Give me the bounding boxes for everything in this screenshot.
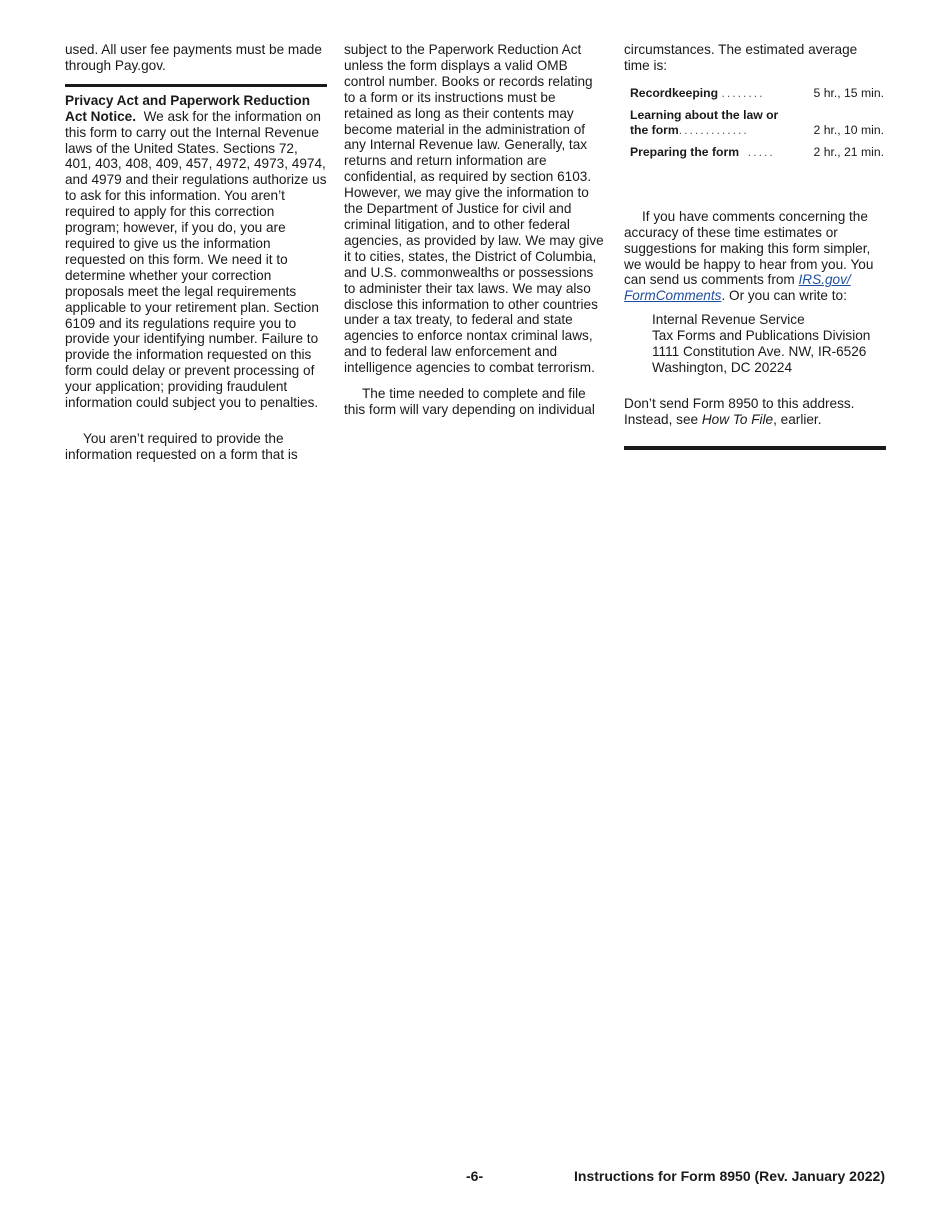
time-value: 2 hr., 21 min. (813, 144, 884, 159)
dont-send-text: Don’t send Form 8950 to this address. Instead, see (624, 395, 855, 427)
time-value: 2 hr., 10 min. (813, 122, 884, 137)
mailing-address (652, 312, 886, 376)
form-comments-link[interactable]: IRS.gov/ FormComments (624, 272, 851, 304)
dont-send-paragraph (624, 396, 886, 428)
page-number: -6- (466, 1168, 484, 1184)
time-row-preparing (630, 145, 884, 167)
earlier-text: , earlier. (773, 411, 822, 427)
time-needed-paragraph: The time needed to complete and file this form will vary depending on individual (344, 386, 595, 417)
time-intro: circumstances. The estimated average time is: (624, 42, 858, 73)
time-estimates-table (630, 86, 884, 167)
column-left (65, 42, 327, 463)
time-label-line2: the form (630, 122, 679, 137)
paperwork-paragraph: subject to the Paperwork Reduction Act unless the form displays a valid OMB control number. Books or records relating to a form or its instructions must be retained as long as their contents may become material in the administration of any Internal Revenue law. Generally, tax returns and return information are confidential, as required by section 6103. However, we may give the information to the Department of Justice for civil and criminal litigation, and to other federal agencies, as provided by law. We may give it to cities, states, the District of Columbia, and U.S. commonwealths or possessions to administer their tax laws. We may also disclose this information to other countries under a tax treaty, to federal and state agencies to enforce nontax criminal laws, and to federal law enforcement and intelligence agencies to combat terrorism. (344, 42, 604, 376)
comments-text: If you have comments concerning the accuracy of these time estimates or suggestions for making this form simpler, we would be happy to hear from you. You can send us comments from (624, 208, 874, 288)
time-label-line1: Learning about the law or (630, 107, 779, 122)
time-label: Recordkeeping (630, 85, 719, 100)
footer-title: Instructions for Form 8950 (Rev. January 2022) (574, 1168, 885, 1184)
carryover-paragraph: used. All user fee payments must be made through Pay.gov. (65, 42, 322, 73)
leader-dots: ........ (721, 85, 765, 100)
address-line: 1111 Constitution Ave. NW, IR-6526 (652, 344, 867, 360)
comments-text-end: . Or you can write to: (721, 288, 847, 304)
privacy-act-paragraph (65, 93, 327, 411)
time-value: 5 hr., 15 min. (813, 85, 884, 100)
time-row-recordkeeping (630, 86, 884, 108)
time-label: Preparing the form (630, 144, 740, 159)
section-divider (65, 84, 327, 87)
how-to-file-reference: How To File (701, 411, 774, 427)
end-divider (624, 446, 886, 450)
address-line: Internal Revenue Service (652, 312, 805, 328)
address-line: Tax Forms and Publications Division (652, 328, 871, 344)
address-line: Washington, DC 20224 (652, 359, 793, 375)
privacy-act-heading: Privacy Act and Paperwork Reduction Act Notice. (65, 92, 311, 124)
privacy-act-body: We ask for the information on this form to carry out the Internal Revenue laws of the United States. Sections 72, 401, 403, 408, 409, 457, 4972, 4973, 4974, and 4979 and their regulations authorize us to ask for this information. You aren’t required to apply for this correction program; however, if you do, you are required to give us the information requested on this form. We need it to determine whether your correction proposals meet the legal requirements applicable to your retirement plan. Section 6109 and its regulations require you to provide your identifying number. Failure to provide the information requested on this form could delay or prevent processing of your application; providing fraudulent information could subject you to penalties. (65, 108, 327, 411)
column-middle (344, 42, 606, 418)
column-right (624, 42, 886, 450)
not-required-paragraph: You aren’t required to provide the information requested on a form that is (65, 430, 298, 462)
leader-dots: ..... (742, 144, 775, 159)
comments-paragraph (624, 209, 886, 304)
time-row-learning (630, 108, 884, 145)
leader-dots: ............. (678, 122, 749, 137)
